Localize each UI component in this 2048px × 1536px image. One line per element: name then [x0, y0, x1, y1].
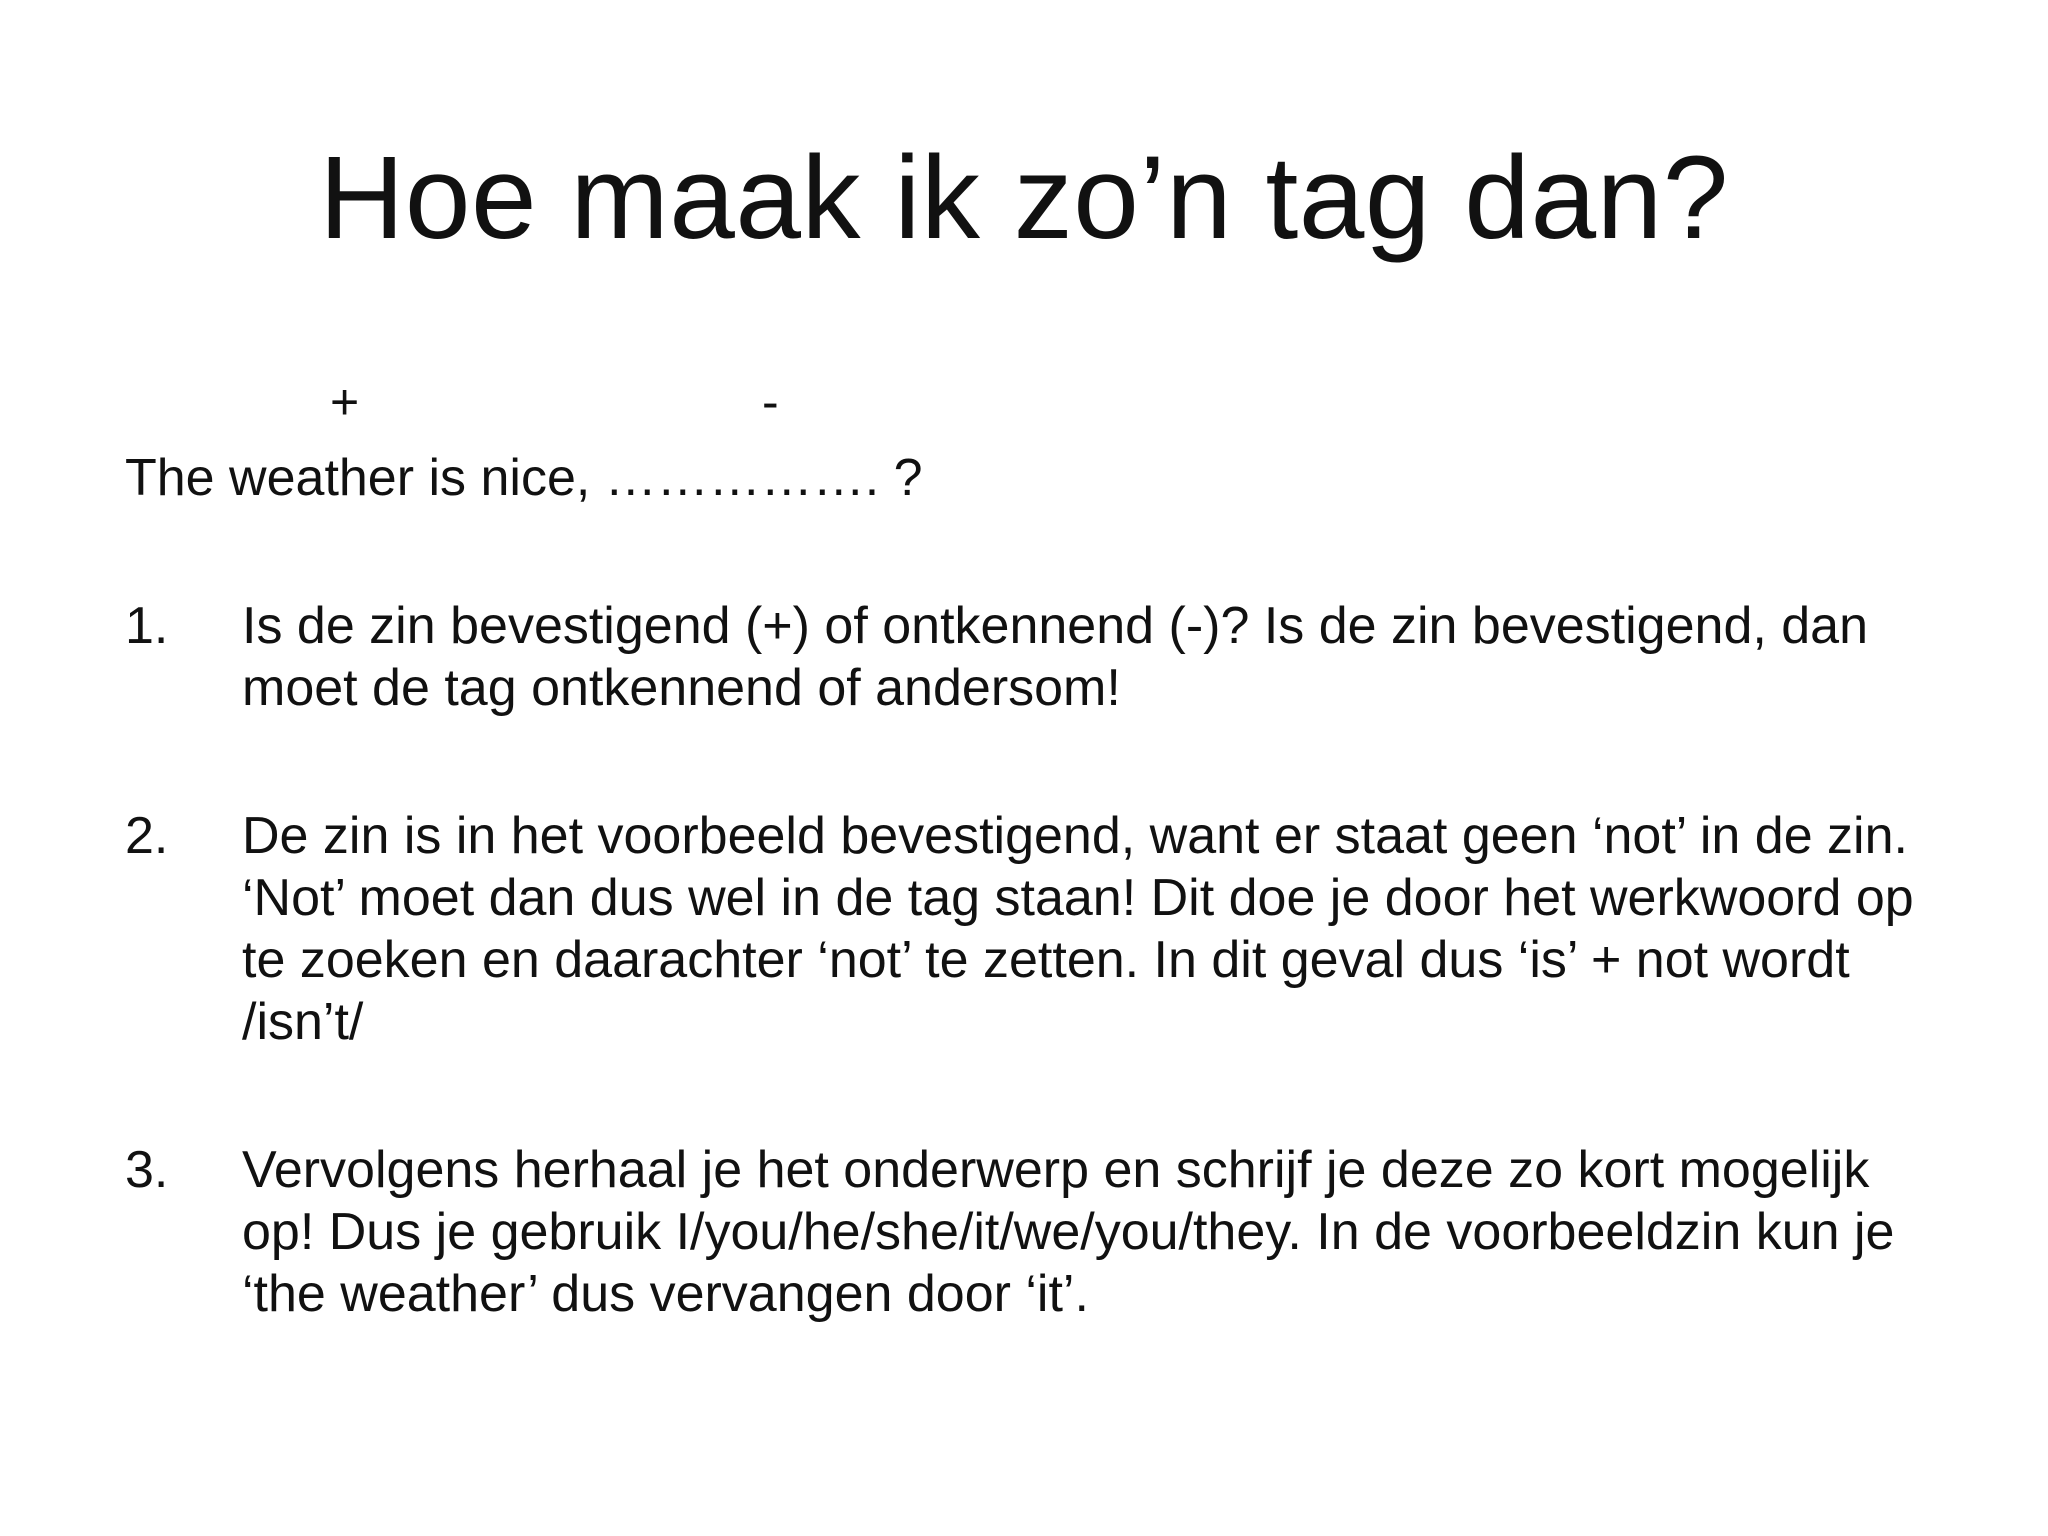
minus-sign-label: - [762, 374, 779, 430]
step-number: 2. [125, 807, 169, 865]
instruction-list [125, 595, 1955, 1411]
step-text: De zin is in het voorbeeld bevestigend, want er staat geen ‘not’ in de zin. ‘Not’ moet dan dus wel in de tag staan! Dit doe je door het werkwoord op te zoeken en daarachter ‘not’ te zetten. In dit geval dus ‘is’ + not wordt /isn’t/ [242, 807, 1914, 1051]
plus-sign-label: + [330, 374, 360, 430]
instruction-step-1 [125, 595, 1955, 719]
slide-title: Hoe maak ik zo’n tag dan? [319, 132, 1729, 264]
step-text: Is de zin bevestigend (+) of ontkennend (-)? Is de zin bevestigend, dan moet de tag ontkennend of andersom! [242, 597, 1869, 717]
step-text: Vervolgens herhaal je het onderwerp en schrijf je deze zo kort mogelijk op! Dus je gebruik I/you/he/she/it/we/you/they. In de voorbeeldzin kun je ‘the weather’ dus vervangen door ‘it’. [242, 1141, 1895, 1323]
step-number: 1. [125, 597, 169, 655]
instruction-step-3 [125, 1139, 1955, 1325]
example-sentence: The weather is nice, ……………. ? [125, 449, 923, 507]
instruction-step-2 [125, 805, 1955, 1053]
step-number: 3. [125, 1141, 169, 1199]
